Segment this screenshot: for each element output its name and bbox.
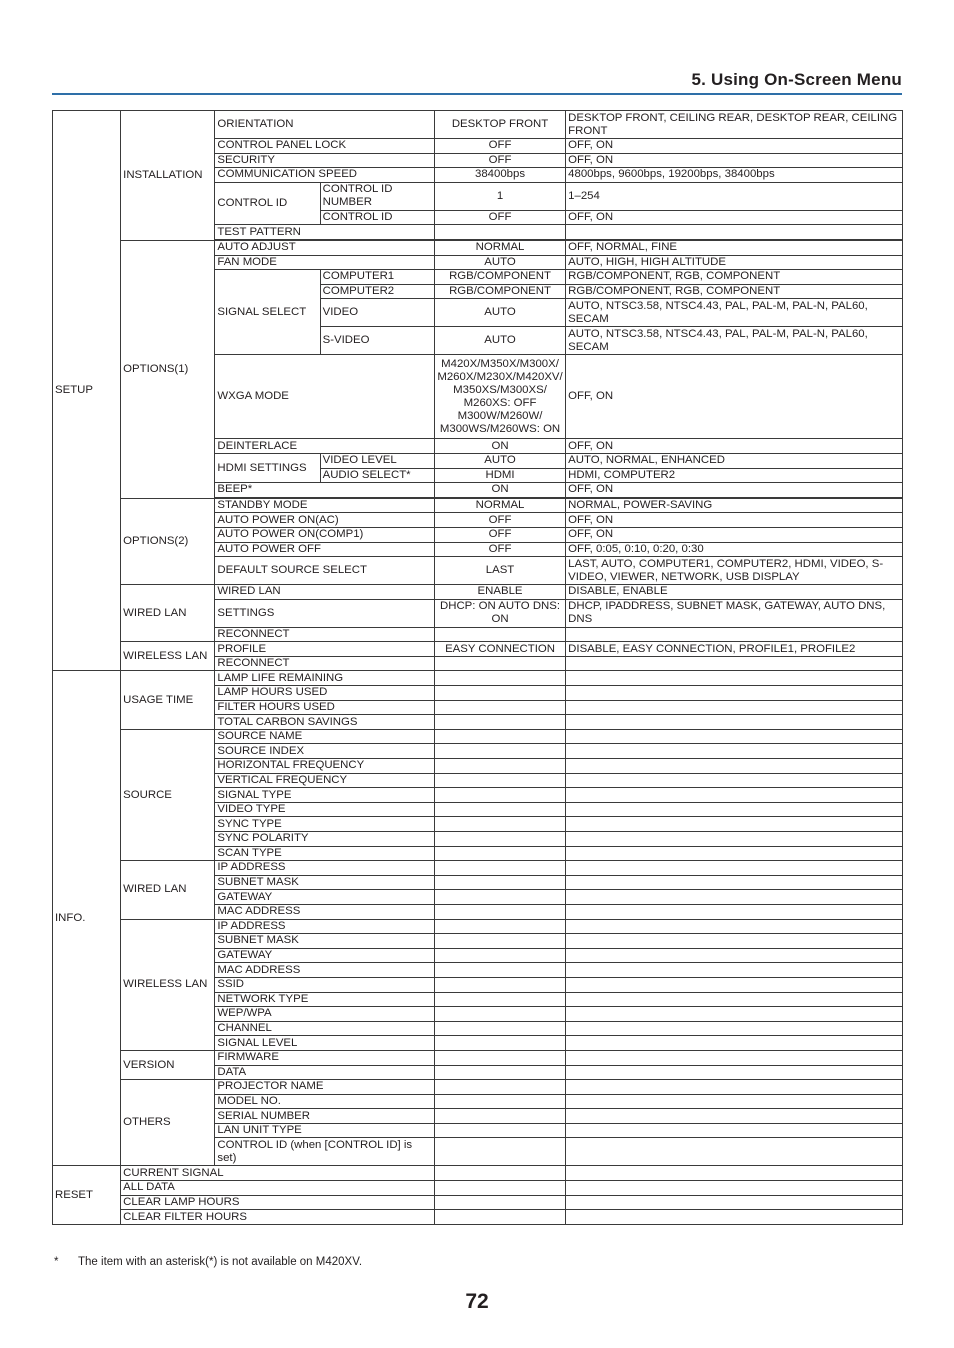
options-value xyxy=(566,773,903,788)
options-value: OFF, ON xyxy=(566,153,903,168)
table-row xyxy=(53,642,903,657)
subgroup-options2: OPTIONS(2) xyxy=(121,498,215,584)
item-label: SIGNAL LEVEL xyxy=(215,1036,435,1051)
table-row xyxy=(53,671,903,686)
options-value xyxy=(566,875,903,890)
options-value: AUTO, NTSC3.58, NTSC4.43, PAL, PAL-M, PAL-N, PAL60, SECAM xyxy=(566,327,903,355)
options-value xyxy=(566,700,903,715)
default-value xyxy=(434,744,565,759)
sub-item-label: VIDEO LEVEL xyxy=(320,453,434,468)
default-value: OFF xyxy=(434,210,565,225)
options-value: OFF, 0:05, 0:10, 0:20, 0:30 xyxy=(566,542,903,557)
item-label: CONTROL ID (when [CONTROL ID] is set) xyxy=(215,1138,435,1166)
default-value xyxy=(434,934,565,949)
subgroup-usage-time: USAGE TIME xyxy=(121,671,215,729)
item-label: NETWORK TYPE xyxy=(215,992,435,1007)
options-value xyxy=(566,904,903,919)
item-label: AUTO ADJUST xyxy=(215,240,435,255)
menu-tree-table xyxy=(52,110,903,1225)
default-value xyxy=(434,963,565,978)
footnote-text: The item with an asterisk(*) is not available on M420XV. xyxy=(78,1256,363,1268)
item-label: SCAN TYPE xyxy=(215,846,435,861)
group-reset: RESET xyxy=(53,1166,121,1224)
options-value xyxy=(566,992,903,1007)
sub-item-label: AUDIO SELECT* xyxy=(320,468,434,483)
subgroup-options1: OPTIONS(1) xyxy=(121,240,215,498)
item-label: MAC ADDRESS xyxy=(215,963,435,978)
options-value: OFF, ON xyxy=(566,527,903,542)
default-value xyxy=(434,1123,565,1138)
item-label: DATA xyxy=(215,1065,435,1080)
default-value: HDMI xyxy=(434,468,565,483)
default-value xyxy=(434,861,565,876)
options-value xyxy=(566,1123,903,1138)
item-label: LAMP LIFE REMAINING xyxy=(215,671,435,686)
item-label: WXGA MODE xyxy=(215,355,435,439)
default-value xyxy=(434,686,565,701)
options-value xyxy=(566,832,903,847)
default-value: 38400bps xyxy=(434,168,565,183)
item-label: TEST PATTERN xyxy=(215,225,435,240)
sub-item-label: S-VIDEO xyxy=(320,327,434,355)
item-label: MAC ADDRESS xyxy=(215,904,435,919)
page-number: 72 xyxy=(465,1290,489,1313)
default-value xyxy=(434,1007,565,1022)
item-label: SERIAL NUMBER xyxy=(215,1109,435,1124)
default-value xyxy=(434,992,565,1007)
item-label: MODEL NO. xyxy=(215,1094,435,1109)
options-value xyxy=(566,948,903,963)
table-row xyxy=(53,498,903,513)
default-value: DHCP: ON AUTO DNS: ON xyxy=(434,599,565,627)
item-label: CONTROL ID xyxy=(215,182,320,225)
item-label: CONTROL PANEL LOCK xyxy=(215,139,435,154)
default-value: AUTO xyxy=(434,299,565,327)
options-value xyxy=(566,1195,903,1210)
item-label: IP ADDRESS xyxy=(215,861,435,876)
subgroup-wireless-lan: WIRELESS LAN xyxy=(121,919,215,1050)
subgroup-installation: INSTALLATION xyxy=(121,111,215,241)
sub-item-label: COMPUTER2 xyxy=(320,284,434,299)
default-value xyxy=(434,1166,565,1181)
subgroup-others: OTHERS xyxy=(121,1080,215,1166)
default-value: NORMAL xyxy=(434,240,565,255)
item-label: FILTER HOURS USED xyxy=(215,700,435,715)
item-label: RECONNECT xyxy=(215,656,435,671)
options-value xyxy=(566,1050,903,1065)
default-value xyxy=(434,1195,565,1210)
item-label: CLEAR FILTER HOURS xyxy=(121,1210,435,1225)
default-value xyxy=(434,817,565,832)
item-label: SETTINGS xyxy=(215,599,435,627)
table-row xyxy=(53,1080,903,1095)
default-value xyxy=(434,1138,565,1166)
item-label: SOURCE NAME xyxy=(215,729,435,744)
table-row xyxy=(53,1166,903,1181)
options-value: 1–254 xyxy=(566,182,903,210)
default-value: ON xyxy=(434,439,565,454)
default-value: OFF xyxy=(434,139,565,154)
table-row xyxy=(53,111,903,139)
item-label: RECONNECT xyxy=(215,627,435,642)
default-value: DESKTOP FRONT xyxy=(434,111,565,139)
default-value xyxy=(434,846,565,861)
item-label: WIRED LAN xyxy=(215,585,435,600)
default-value xyxy=(434,948,565,963)
item-label: AUTO POWER ON(AC) xyxy=(215,513,435,528)
options-value xyxy=(566,919,903,934)
item-label: SYNC POLARITY xyxy=(215,832,435,847)
item-label: SYNC TYPE xyxy=(215,817,435,832)
sub-item-label: COMPUTER1 xyxy=(320,270,434,285)
item-label: AUTO POWER ON(COMP1) xyxy=(215,527,435,542)
default-value xyxy=(434,773,565,788)
default-value: OFF xyxy=(434,513,565,528)
item-label: LAN UNIT TYPE xyxy=(215,1123,435,1138)
options-value xyxy=(566,1138,903,1166)
item-label: ALL DATA xyxy=(121,1181,435,1196)
options-value: DHCP, IPADDRESS, SUBNET MASK, GATEWAY, AUTO DNS, DNS xyxy=(566,599,903,627)
options-value xyxy=(566,1036,903,1051)
item-label: CHANNEL xyxy=(215,1021,435,1036)
item-label: DEFAULT SOURCE SELECT xyxy=(215,557,435,585)
options-value xyxy=(566,977,903,992)
item-label: TOTAL CARBON SAVINGS xyxy=(215,715,435,730)
default-value: OFF xyxy=(434,153,565,168)
table-row xyxy=(53,1195,903,1210)
default-value xyxy=(434,919,565,934)
item-label: SUBNET MASK xyxy=(215,875,435,890)
page-header xyxy=(52,70,902,92)
default-value xyxy=(434,977,565,992)
item-label: GATEWAY xyxy=(215,948,435,963)
item-label: ORIENTATION xyxy=(215,111,435,139)
default-value xyxy=(434,1109,565,1124)
options-value xyxy=(566,1210,903,1225)
default-value: AUTO xyxy=(434,255,565,270)
reset-section xyxy=(53,1166,903,1224)
default-value xyxy=(434,1036,565,1051)
default-value xyxy=(434,890,565,905)
table-row xyxy=(53,585,903,600)
options-value: HDMI, COMPUTER2 xyxy=(566,468,903,483)
item-label: SOURCE INDEX xyxy=(215,744,435,759)
options-value xyxy=(566,225,903,240)
options-value xyxy=(566,1094,903,1109)
default-value xyxy=(434,832,565,847)
options-value xyxy=(566,759,903,774)
item-label: SSID xyxy=(215,977,435,992)
default-value xyxy=(434,904,565,919)
item-label: GATEWAY xyxy=(215,890,435,905)
options-value: DISABLE, EASY CONNECTION, PROFILE1, PROFILE2 xyxy=(566,642,903,657)
item-label: HDMI SETTINGS xyxy=(215,453,320,482)
item-label: SECURITY xyxy=(215,153,435,168)
default-value xyxy=(434,759,565,774)
options-value: RGB/COMPONENT, RGB, COMPONENT xyxy=(566,284,903,299)
section-title: 5. Using On-Screen Menu xyxy=(691,70,902,89)
options-value: OFF, ON xyxy=(566,355,903,439)
options-value: 4800bps, 9600bps, 19200bps, 38400bps xyxy=(566,168,903,183)
subgroup-wireless-lan: WIRELESS LAN xyxy=(121,642,215,671)
options-value xyxy=(566,627,903,642)
default-value xyxy=(434,671,565,686)
default-value: M420X/M350X/M300X/ M260X/M230X/M420XV/ M350XS/M300XS/ M260XS: OFF M300W/M260W/ M300WS/M260WS: ON xyxy=(434,355,565,439)
options-value: OFF, ON xyxy=(566,210,903,225)
item-label: SUBNET MASK xyxy=(215,934,435,949)
options-value: OFF, NORMAL, FINE xyxy=(566,240,903,255)
item-label: DEINTERLACE xyxy=(215,439,435,454)
item-label: HORIZONTAL FREQUENCY xyxy=(215,759,435,774)
options-value xyxy=(566,1166,903,1181)
item-label: CURRENT SIGNAL xyxy=(121,1166,435,1181)
default-value xyxy=(434,788,565,803)
default-value xyxy=(434,729,565,744)
default-value: AUTO xyxy=(434,453,565,468)
default-value xyxy=(434,656,565,671)
options-value xyxy=(566,802,903,817)
options-value: OFF, ON xyxy=(566,139,903,154)
table-row xyxy=(53,1181,903,1196)
item-label: FIRMWARE xyxy=(215,1050,435,1065)
options-value xyxy=(566,729,903,744)
default-value xyxy=(434,627,565,642)
item-label: STANDBY MODE xyxy=(215,498,435,513)
table-row xyxy=(53,240,903,255)
options-value xyxy=(566,671,903,686)
item-label: WEP/WPA xyxy=(215,1007,435,1022)
default-value xyxy=(434,802,565,817)
default-value: RGB/COMPONENT xyxy=(434,284,565,299)
item-label: LAMP HOURS USED xyxy=(215,686,435,701)
options-value xyxy=(566,1021,903,1036)
subgroup-wired-lan: WIRED LAN xyxy=(121,585,215,642)
options-value xyxy=(566,817,903,832)
options-value xyxy=(566,656,903,671)
item-label: IP ADDRESS xyxy=(215,919,435,934)
footnote-mark: * xyxy=(54,1256,59,1268)
options-value: AUTO, NORMAL, ENHANCED xyxy=(566,453,903,468)
sub-item-label: CONTROL ID NUMBER xyxy=(320,182,434,210)
default-value: 1 xyxy=(434,182,565,210)
options-value: AUTO, HIGH, HIGH ALTITUDE xyxy=(566,255,903,270)
default-value xyxy=(434,700,565,715)
table-row xyxy=(53,1210,903,1225)
default-value xyxy=(434,875,565,890)
item-label: PROFILE xyxy=(215,642,435,657)
options-value xyxy=(566,686,903,701)
default-value xyxy=(434,1210,565,1225)
default-value xyxy=(434,1021,565,1036)
header-divider xyxy=(52,93,902,95)
options-value xyxy=(566,788,903,803)
default-value xyxy=(434,1094,565,1109)
options-value xyxy=(566,963,903,978)
item-label: SIGNAL TYPE xyxy=(215,788,435,803)
subgroup-version: VERSION xyxy=(121,1050,215,1079)
default-value: EASY CONNECTION xyxy=(434,642,565,657)
options-value xyxy=(566,1065,903,1080)
options-value: OFF, ON xyxy=(566,513,903,528)
options-value: RGB/COMPONENT, RGB, COMPONENT xyxy=(566,270,903,285)
table-row xyxy=(53,1050,903,1065)
options-value xyxy=(566,1080,903,1095)
item-label: COMMUNICATION SPEED xyxy=(215,168,435,183)
info-section xyxy=(53,671,903,1166)
options-value: AUTO, NTSC3.58, NTSC4.43, PAL, PAL-M, PAL-N, PAL60, SECAM xyxy=(566,299,903,327)
default-value: LAST xyxy=(434,557,565,585)
default-value xyxy=(434,1065,565,1080)
options-value xyxy=(566,1109,903,1124)
item-label: CLEAR LAMP HOURS xyxy=(121,1195,435,1210)
options-value xyxy=(566,744,903,759)
sub-item-label: CONTROL ID xyxy=(320,210,434,225)
options-value: DESKTOP FRONT, CEILING REAR, DESKTOP REAR, CEILING FRONT xyxy=(566,111,903,139)
options-value: NORMAL, POWER-SAVING xyxy=(566,498,903,513)
table-row xyxy=(53,729,903,744)
item-label: SIGNAL SELECT xyxy=(215,270,320,355)
default-value xyxy=(434,1080,565,1095)
default-value: RGB/COMPONENT xyxy=(434,270,565,285)
item-label: VERTICAL FREQUENCY xyxy=(215,773,435,788)
item-label: VIDEO TYPE xyxy=(215,802,435,817)
table-row xyxy=(53,861,903,876)
options-value xyxy=(566,861,903,876)
default-value: ENABLE xyxy=(434,585,565,600)
default-value: OFF xyxy=(434,542,565,557)
footnote xyxy=(54,1256,362,1268)
options-value xyxy=(566,846,903,861)
options-value xyxy=(566,1007,903,1022)
sub-item-label: VIDEO xyxy=(320,299,434,327)
options-value: OFF, ON xyxy=(566,439,903,454)
group-info: INFO. xyxy=(53,671,121,1166)
default-value xyxy=(434,1181,565,1196)
default-value: AUTO xyxy=(434,327,565,355)
item-label: PROJECTOR NAME xyxy=(215,1080,435,1095)
options-value xyxy=(566,890,903,905)
options-value xyxy=(566,715,903,730)
default-value: NORMAL xyxy=(434,498,565,513)
default-value xyxy=(434,225,565,240)
options-value: LAST, AUTO, COMPUTER1, COMPUTER2, HDMI, VIDEO, S-VIDEO, VIEWER, NETWORK, USB DISPLAY xyxy=(566,557,903,585)
group-setup: SETUP xyxy=(53,111,121,671)
subgroup-source: SOURCE xyxy=(121,729,215,860)
options-value: DISABLE, ENABLE xyxy=(566,585,903,600)
item-label: FAN MODE xyxy=(215,255,435,270)
default-value: OFF xyxy=(434,527,565,542)
options-value xyxy=(566,934,903,949)
options-value xyxy=(566,1181,903,1196)
default-value: ON xyxy=(434,483,565,498)
options-value: OFF, ON xyxy=(566,483,903,498)
subgroup-wired-lan: WIRED LAN xyxy=(121,861,215,919)
item-label: AUTO POWER OFF xyxy=(215,542,435,557)
item-label: BEEP* xyxy=(215,483,435,498)
default-value xyxy=(434,1050,565,1065)
table-row xyxy=(53,919,903,934)
default-value xyxy=(434,715,565,730)
